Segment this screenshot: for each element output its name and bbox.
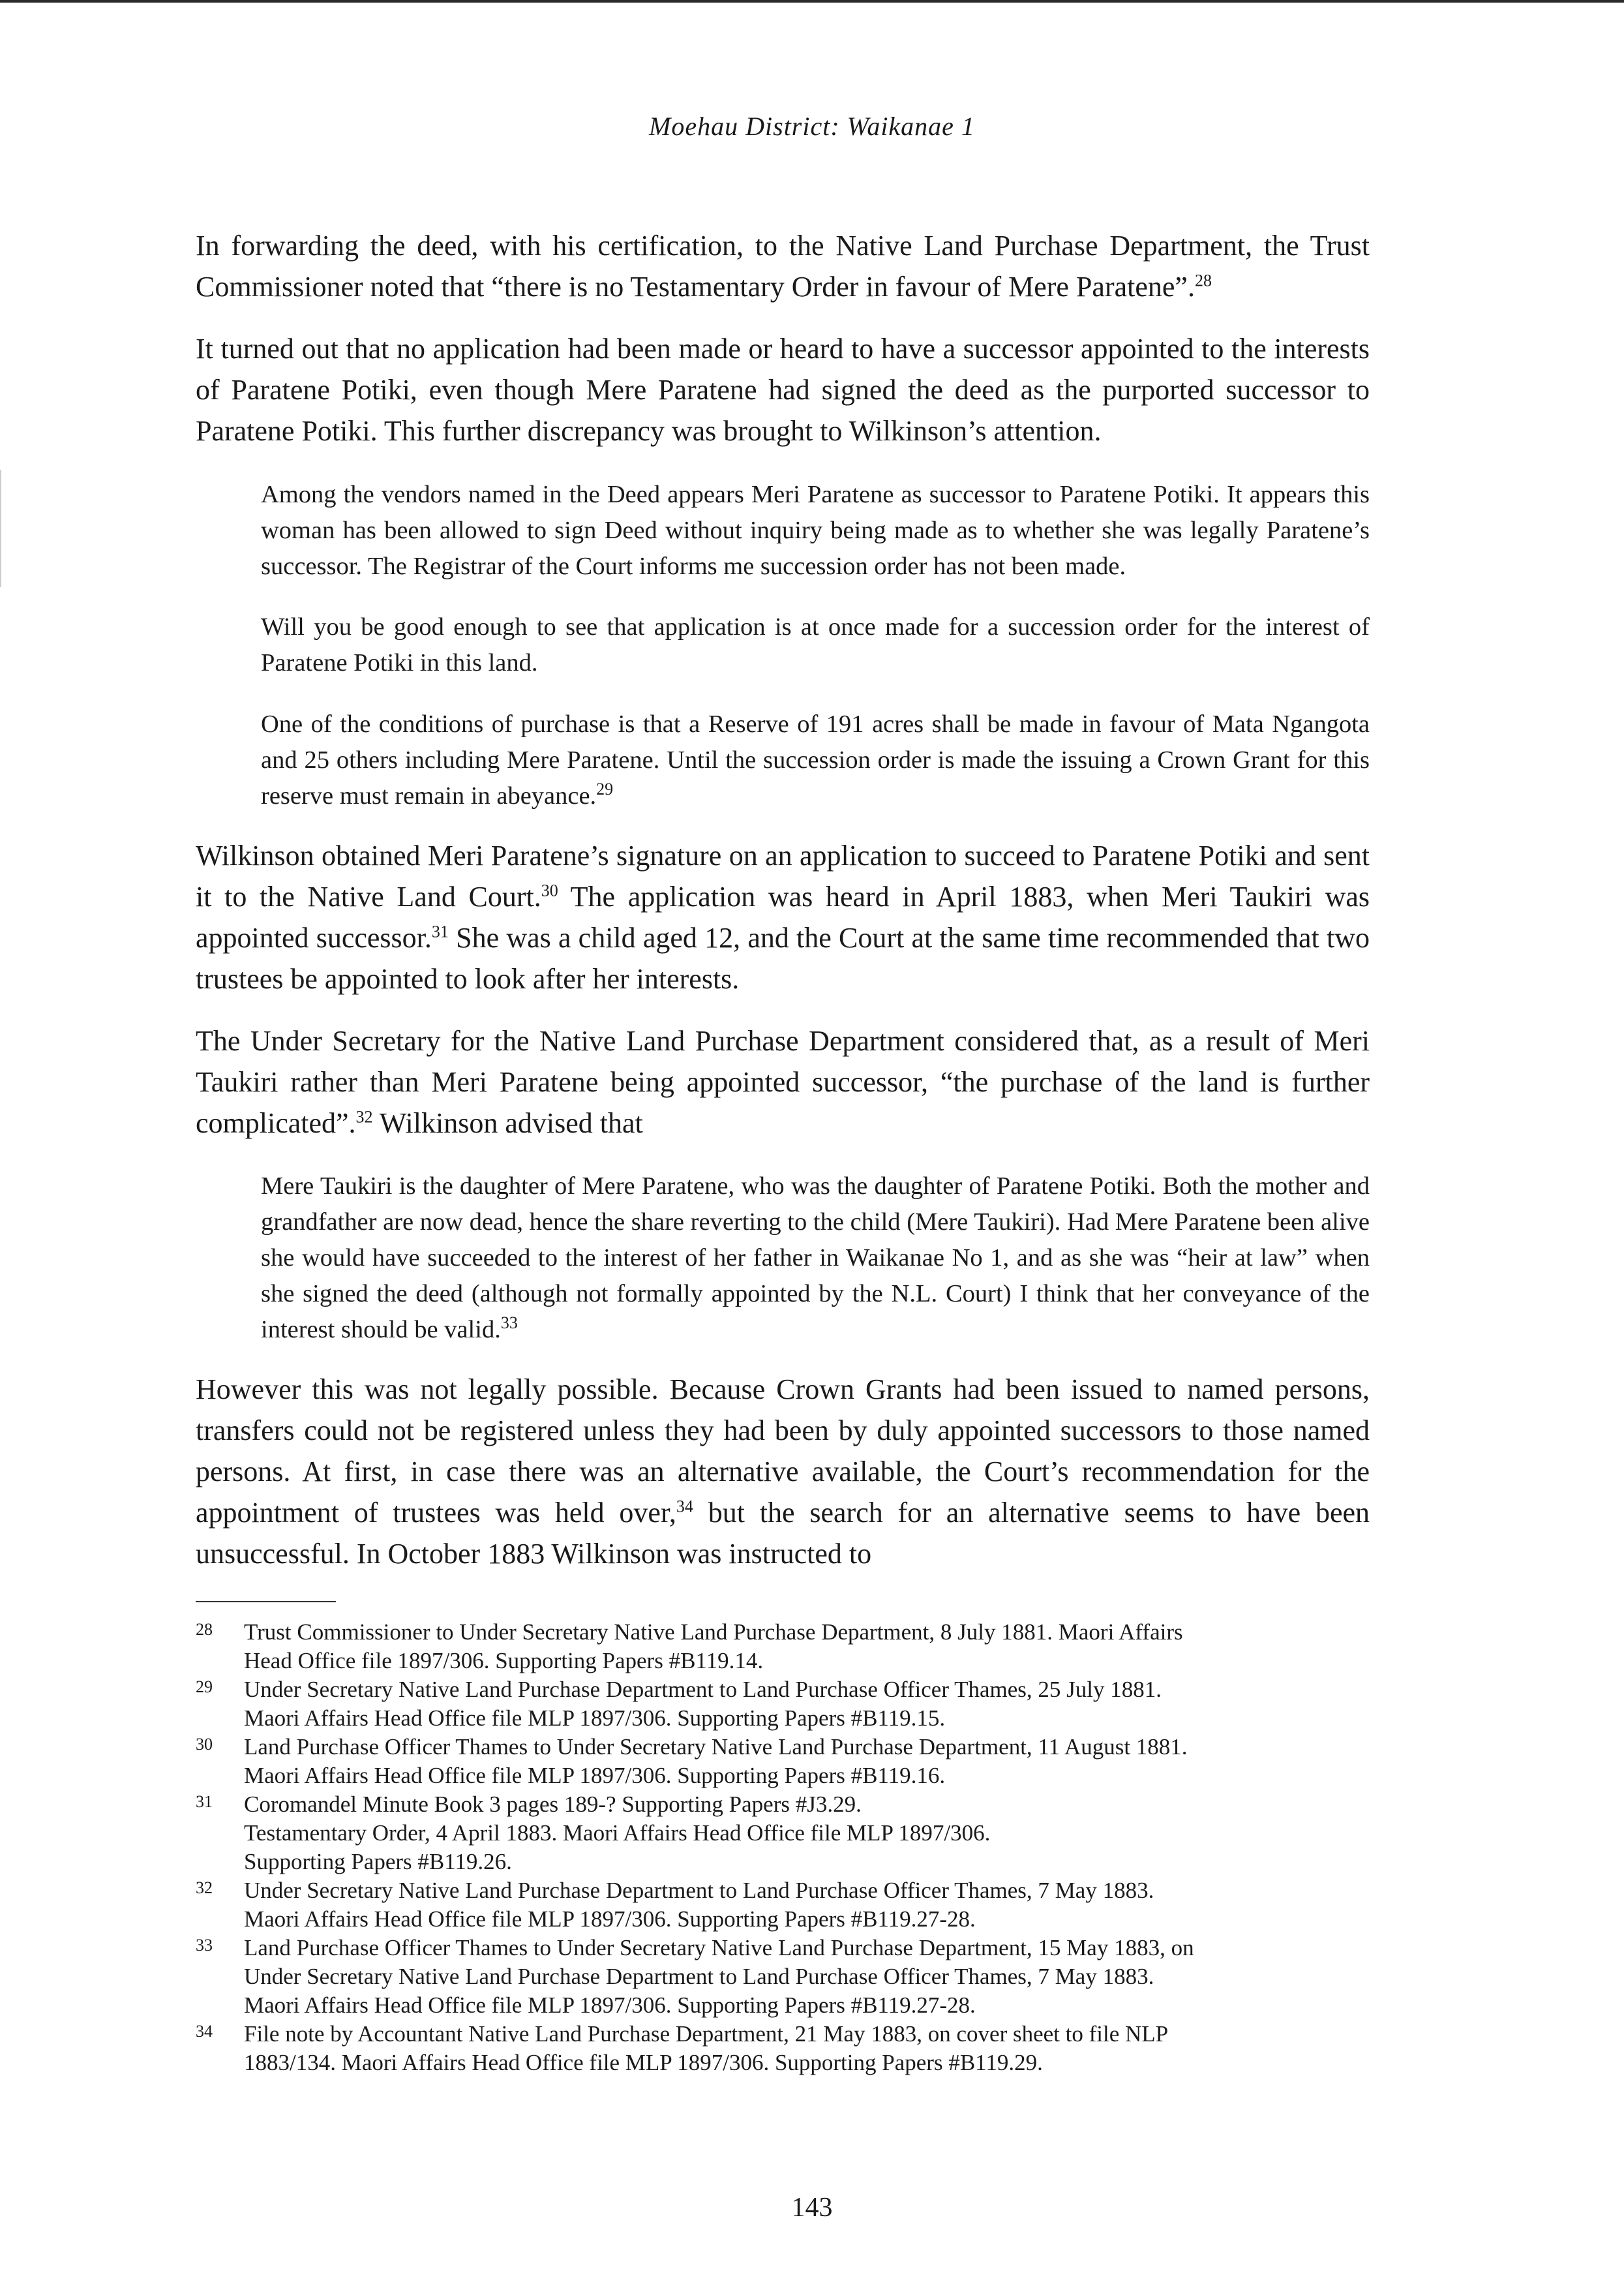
footnote-line: Maori Affairs Head Office file MLP 1897/306. Supporting Papers #B119.15. [244,1705,946,1731]
quote-text: Mere Taukiri is the daughter of Mere Paratene, who was the daughter of Paratene Potiki. Both the mother and grandfather are now dead, hence the share reverting to the child (Mere Taukiri). Had Mere Paratene been alive she would have succeeded to the interest of her father in Waikanae No 1, and as she was “heir at law” when she signed the deed (although not formally appointed by the N.L. Court) I think that her conveyance of the interest should be valid. [261,1172,1370,1343]
footnote-text [244,1675,1357,1733]
footnote-ref[interactable]: 29 [596,779,614,799]
paragraph-1 [196,225,1370,307]
footnote-number: 30 [196,1735,213,1754]
paragraph-text: Wilkinson obtained Meri Paratene’s signature on an application to succeed to Paratene Potiki and sent it to the Native Land Court. [196,839,1370,913]
footnote-text [244,2020,1357,2077]
footnote-text [244,1618,1357,1675]
footnote-31 [196,1790,1357,1876]
footnote-line: Trust Commissioner to Under Secretary Native Land Purchase Department, 8 July 1881. Maori Affairs [244,1619,1183,1645]
paragraph-text: However this was not legally possible. Because Crown Grants had been issued to named persons, transfers could not be registered unless they had been by duly appointed successors to those named persons. At first, in case there was an alternative available, the Court’s recommendation for the appointment of trustees was held over, [196,1373,1370,1529]
footnote-line: Head Office file 1897/306. Supporting Papers #B119.14. [244,1648,764,1673]
footnote-30 [196,1733,1357,1790]
scan-edge-mark [0,470,1,587]
paragraph-5 [196,1369,1370,1574]
paragraph-text: Wilkinson advised that [372,1106,643,1139]
paragraph-3 [196,835,1370,999]
top-scan-rule [0,0,1624,3]
paragraph-text: The Under Secretary for the Native Land Purchase Department considered that, as a result of Meri Taukiri rather than Meri Paratene being appointed successor, “the purchase of the land is further complicated”. [196,1024,1370,1139]
footnote-33 [196,1934,1357,2020]
block-quote-1b [261,609,1370,681]
paragraph-text: The application was heard in April 1883, when Meri Taukiri was appointed successor. [196,880,1370,954]
block-quote-1a [261,477,1370,585]
footnote-line: Maori Affairs Head Office file MLP 1897/306. Supporting Papers #B119.16. [244,1763,946,1788]
footnote-ref[interactable]: 28 [1194,271,1212,290]
footnote-number: 34 [196,2022,213,2041]
footnote-32 [196,1876,1357,1934]
footnote-ref[interactable]: 30 [541,880,558,900]
footnote-ref[interactable]: 33 [500,1313,518,1333]
block-quote-2 [261,1168,1370,1348]
footnote-line: 1883/134. Maori Affairs Head Office file MLP 1897/306. Supporting Papers #B119.29. [244,2050,1043,2075]
main-text [196,225,1370,1595]
paragraph-2 [196,328,1370,451]
footnote-number: 33 [196,1936,213,1955]
footnote-ref[interactable]: 31 [431,921,449,941]
footnote-29 [196,1675,1357,1733]
footnote-line: Maori Affairs Head Office file MLP 1897/306. Supporting Papers #B119.27-28. [244,1906,976,1932]
footnote-separator [196,1601,336,1602]
footnote-line: Maori Affairs Head Office file MLP 1897/306. Supporting Papers #B119.27-28. [244,1992,976,2018]
footnote-line: Supporting Papers #B119.26. [244,1849,512,1874]
footnote-line: Land Purchase Officer Thames to Under Secretary Native Land Purchase Department, 15 May 1883, on [244,1935,1194,1960]
running-head: Moehau District: Waikanae 1 [649,112,975,141]
footnote-line: Coromandel Minute Book 3 pages 189-? Supporting Papers #J3.29. [244,1791,862,1817]
footnote-34 [196,2020,1357,2077]
block-quote-1c [261,707,1370,814]
footnote-line: Under Secretary Native Land Purchase Department to Land Purchase Officer Thames, 7 May 1883. [244,1964,1154,1989]
quote-text: Among the vendors named in the Deed appears Meri Paratene as successor to Paratene Potiki. It appears this woman has been allowed to sign Deed without inquiry being made as to whether she was legally Paratene’s successor. The Registrar of the Court informs me succession order has not been made. [261,480,1370,580]
footnotes [196,1618,1357,2077]
page-number: 143 [791,2193,833,2223]
footnote-number: 31 [196,1792,213,1811]
footnote-text [244,1733,1357,1790]
footnote-28 [196,1618,1357,1675]
quote-text: One of the conditions of purchase is that a Reserve of 191 acres shall be made in favour of Mata Ngangota and 25 others including Mere Paratene. Until the succession order is made the issuing a Crown Grant for this reserve must remain in abeyance. [261,710,1370,810]
footnote-text [244,1934,1357,2020]
footnote-line: File note by Accountant Native Land Purchase Department, 21 May 1883, on cover sheet to file NLP [244,2021,1169,2047]
footnote-text [244,1790,1357,1876]
footnote-line: Land Purchase Officer Thames to Under Secretary Native Land Purchase Department, 11 August 1881. [244,1734,1188,1760]
footnote-line: Under Secretary Native Land Purchase Department to Land Purchase Officer Thames, 25 July 1881. [244,1677,1162,1702]
footnote-text [244,1876,1357,1934]
paragraph-text: but the search for an alternative seems to have been unsuccessful. In October 1883 Wilkinson was instructed to [196,1497,1370,1570]
footnote-ref[interactable]: 34 [676,1497,693,1516]
paragraph-text: In forwarding the deed, with his certification, to the Native Land Purchase Department, the Trust Commissioner noted that “there is no Testamentary Order in favour of Mere Paratene”. [196,230,1370,303]
paragraph-text: It turned out that no application had been made or heard to have a successor appointed to the interests of Paratene Potiki, even though Mere Paratene had signed the deed as the purported successor to Paratene Potiki. This further discrepancy was brought to Wilkinson’s attention. [196,333,1370,447]
paragraph-4 [196,1020,1370,1144]
footnote-number: 29 [196,1677,213,1696]
footnote-line: Under Secretary Native Land Purchase Department to Land Purchase Officer Thames, 7 May 1883. [244,1878,1154,1903]
footnote-number: 28 [196,1620,213,1639]
paragraph-text: She was a child aged 12, and the Court at the same time recommended that two trustees be appointed to look after her interests. [196,921,1370,995]
quote-text: Will you be good enough to see that application is at once made for a succession order for the interest of Paratene Potiki in this land. [261,613,1370,677]
footnote-ref[interactable]: 32 [355,1106,373,1126]
footnote-number: 32 [196,1878,213,1897]
footnote-line: Testamentary Order, 4 April 1883. Maori Affairs Head Office file MLP 1897/306. [244,1820,991,1846]
